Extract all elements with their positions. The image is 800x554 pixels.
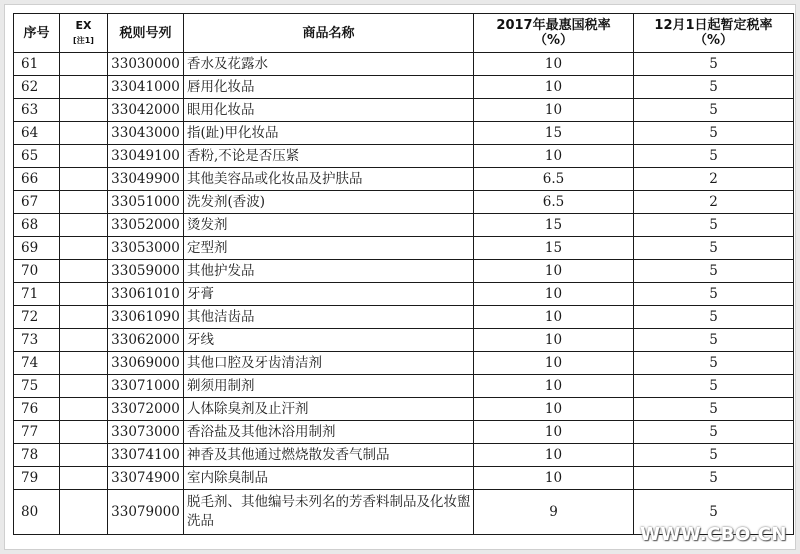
row-ex [60, 168, 108, 191]
row-rate-new: 5 [634, 421, 794, 444]
table-row [14, 99, 794, 122]
row-ex [60, 421, 108, 444]
row-rate-2017: 10 [474, 76, 634, 99]
row-rate-new: 5 [634, 444, 794, 467]
row-number: 68 [14, 214, 60, 237]
table-row [14, 214, 794, 237]
row-number: 63 [14, 99, 60, 122]
row-tariff-code: 33062000 [108, 329, 184, 352]
row-number: 65 [14, 145, 60, 168]
header-rate-new [634, 14, 794, 53]
row-ex [60, 122, 108, 145]
row-rate-new: 5 [634, 329, 794, 352]
row-rate-2017: 10 [474, 306, 634, 329]
row-tariff-code: 33061010 [108, 283, 184, 306]
row-number: 66 [14, 168, 60, 191]
row-number: 64 [14, 122, 60, 145]
row-ex [60, 375, 108, 398]
row-product-name: 洗发剂(香波) [184, 191, 474, 214]
row-rate-2017: 9 [474, 490, 634, 535]
row-ex [60, 283, 108, 306]
row-ex [60, 260, 108, 283]
row-tariff-code: 33042000 [108, 99, 184, 122]
row-number: 70 [14, 260, 60, 283]
row-rate-2017: 15 [474, 122, 634, 145]
header-rate-2017 [474, 14, 634, 53]
row-tariff-code: 33049900 [108, 168, 184, 191]
table-row [14, 191, 794, 214]
row-tariff-code: 33052000 [108, 214, 184, 237]
row-rate-new: 5 [634, 122, 794, 145]
table-row [14, 260, 794, 283]
row-rate-2017: 10 [474, 260, 634, 283]
row-number: 75 [14, 375, 60, 398]
row-number: 72 [14, 306, 60, 329]
header-rate-new-title: 12月1日起暂定税率 [654, 18, 773, 33]
row-rate-2017: 6.5 [474, 168, 634, 191]
row-ex [60, 444, 108, 467]
table-row [14, 237, 794, 260]
row-ex [60, 214, 108, 237]
row-rate-new: 5 [634, 467, 794, 490]
row-ex [60, 53, 108, 76]
row-rate-2017: 15 [474, 237, 634, 260]
row-tariff-code: 33074100 [108, 444, 184, 467]
row-rate-new: 2 [634, 191, 794, 214]
row-number: 73 [14, 329, 60, 352]
table-row [14, 283, 794, 306]
table-body [14, 53, 794, 535]
row-ex [60, 237, 108, 260]
row-tariff-code: 33053000 [108, 237, 184, 260]
header-no: 序号 [14, 14, 60, 53]
row-ex [60, 99, 108, 122]
header-name: 商品名称 [184, 14, 474, 53]
table-row [14, 444, 794, 467]
row-rate-new: 5 [634, 76, 794, 99]
row-number: 71 [14, 283, 60, 306]
row-rate-2017: 10 [474, 145, 634, 168]
row-rate-2017: 10 [474, 99, 634, 122]
table-row [14, 421, 794, 444]
row-product-name: 剃须用制剂 [184, 375, 474, 398]
table-row [14, 375, 794, 398]
table-row [14, 467, 794, 490]
row-ex [60, 352, 108, 375]
row-ex [60, 490, 108, 535]
row-rate-new: 5 [634, 237, 794, 260]
row-product-name: 其他口腔及牙齿清洁剂 [184, 352, 474, 375]
row-product-name: 牙线 [184, 329, 474, 352]
row-rate-2017: 10 [474, 329, 634, 352]
table-row [14, 168, 794, 191]
row-rate-2017: 10 [474, 398, 634, 421]
row-rate-new: 2 [634, 168, 794, 191]
row-tariff-code: 33072000 [108, 398, 184, 421]
row-number: 79 [14, 467, 60, 490]
row-rate-2017: 10 [474, 352, 634, 375]
row-rate-new: 5 [634, 306, 794, 329]
row-tariff-code: 33074900 [108, 467, 184, 490]
table-row [14, 76, 794, 99]
row-number: 69 [14, 237, 60, 260]
row-ex [60, 76, 108, 99]
row-ex [60, 329, 108, 352]
row-rate-new: 5 [634, 99, 794, 122]
row-rate-2017: 10 [474, 421, 634, 444]
row-rate-new: 5 [634, 352, 794, 375]
document-frame [4, 4, 796, 550]
row-product-name: 人体除臭剂及止汗剂 [184, 398, 474, 421]
row-rate-2017: 10 [474, 53, 634, 76]
row-rate-new: 5 [634, 53, 794, 76]
tariff-table [13, 13, 794, 535]
row-product-name: 烫发剂 [184, 214, 474, 237]
row-ex [60, 467, 108, 490]
row-number: 76 [14, 398, 60, 421]
row-number: 80 [14, 490, 60, 535]
row-tariff-code: 33059000 [108, 260, 184, 283]
row-tariff-code: 33041000 [108, 76, 184, 99]
table-row [14, 145, 794, 168]
row-number: 74 [14, 352, 60, 375]
row-rate-new: 5 [634, 490, 794, 535]
row-product-name: 香浴盐及其他沐浴用制剂 [184, 421, 474, 444]
row-tariff-code: 33071000 [108, 375, 184, 398]
table-row [14, 122, 794, 145]
site-watermark: WWW.CBO.CN [640, 524, 787, 545]
row-tariff-code: 33069000 [108, 352, 184, 375]
table-row [14, 53, 794, 76]
row-product-name: 脱毛剂、其他编号未列名的芳香料制品及化妆盥洗品 [184, 490, 474, 535]
row-product-name: 香粉,不论是否压紧 [184, 145, 474, 168]
row-rate-new: 5 [634, 375, 794, 398]
row-number: 61 [14, 53, 60, 76]
header-ex-main: EX [75, 19, 92, 32]
row-rate-2017: 10 [474, 375, 634, 398]
row-product-name: 神香及其他通过燃烧散发香气制品 [184, 444, 474, 467]
table-row [14, 329, 794, 352]
header-rate-2017-unit: （%） [533, 33, 574, 48]
table-row [14, 352, 794, 375]
row-rate-new: 5 [634, 145, 794, 168]
row-rate-2017: 6.5 [474, 191, 634, 214]
row-number: 78 [14, 444, 60, 467]
row-number: 67 [14, 191, 60, 214]
table-row [14, 306, 794, 329]
row-tariff-code: 33051000 [108, 191, 184, 214]
row-tariff-code: 33030000 [108, 53, 184, 76]
header-rate-new-unit: （%） [693, 33, 734, 48]
table-row [14, 398, 794, 421]
row-rate-2017: 15 [474, 214, 634, 237]
row-ex [60, 145, 108, 168]
row-ex [60, 398, 108, 421]
row-number: 77 [14, 421, 60, 444]
row-product-name: 定型剂 [184, 237, 474, 260]
row-rate-new: 5 [634, 283, 794, 306]
row-tariff-code: 33043000 [108, 122, 184, 145]
row-number: 62 [14, 76, 60, 99]
row-product-name: 其他洁齿品 [184, 306, 474, 329]
row-rate-2017: 10 [474, 467, 634, 490]
row-ex [60, 306, 108, 329]
row-tariff-code: 33079000 [108, 490, 184, 535]
header-row [14, 14, 794, 53]
row-rate-2017: 10 [474, 283, 634, 306]
row-product-name: 眼用化妆品 [184, 99, 474, 122]
row-tariff-code: 33073000 [108, 421, 184, 444]
row-rate-new: 5 [634, 398, 794, 421]
header-code: 税则号列 [108, 14, 184, 53]
row-product-name: 其他美容品或化妆品及护肤品 [184, 168, 474, 191]
header-rate-2017-title: 2017年最惠国税率 [496, 18, 611, 33]
row-product-name: 牙膏 [184, 283, 474, 306]
row-product-name: 其他护发品 [184, 260, 474, 283]
row-product-name: 指(趾)甲化妆品 [184, 122, 474, 145]
row-product-name: 香水及花露水 [184, 53, 474, 76]
header-ex [60, 14, 108, 53]
row-tariff-code: 33061090 [108, 306, 184, 329]
row-product-name: 室内除臭制品 [184, 467, 474, 490]
row-product-name: 唇用化妆品 [184, 76, 474, 99]
row-rate-new: 5 [634, 260, 794, 283]
header-ex-note: [注1] [73, 36, 94, 45]
row-ex [60, 191, 108, 214]
row-rate-2017: 10 [474, 444, 634, 467]
row-rate-new: 5 [634, 214, 794, 237]
row-tariff-code: 33049100 [108, 145, 184, 168]
